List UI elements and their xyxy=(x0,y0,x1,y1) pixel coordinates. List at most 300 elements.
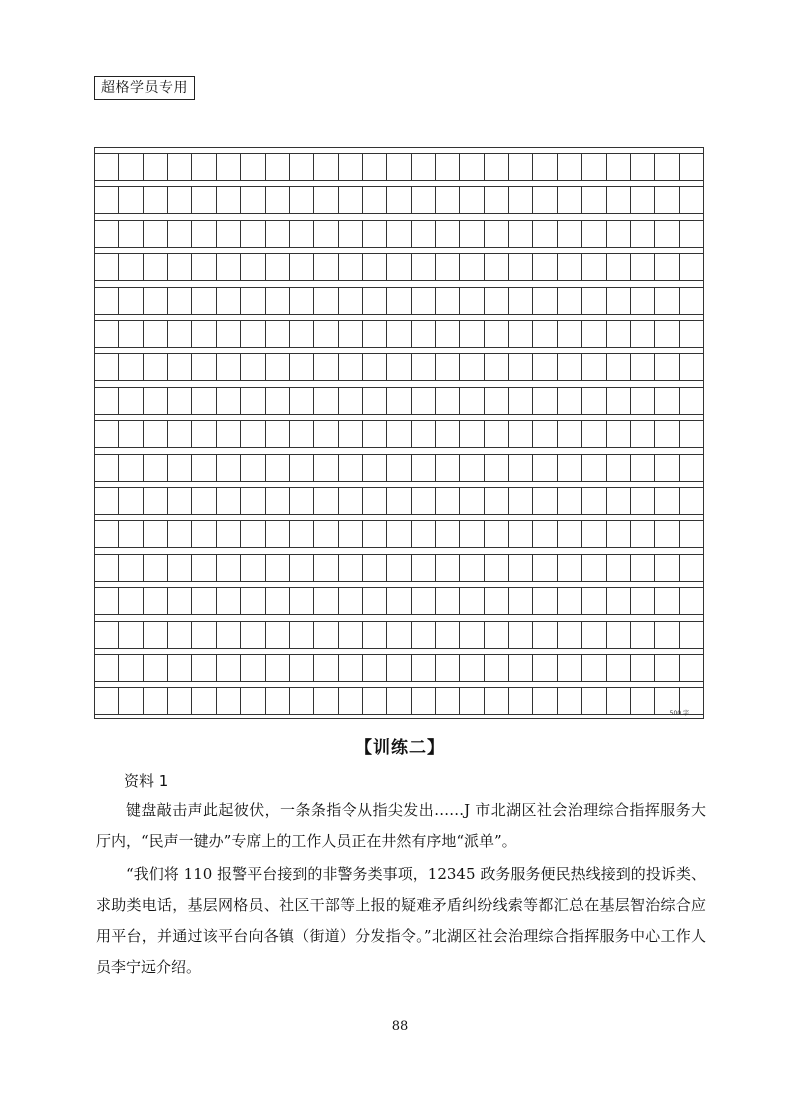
grid-cell xyxy=(631,622,655,648)
grid-cell xyxy=(387,688,411,714)
grid-cell xyxy=(607,421,631,447)
grid-cell xyxy=(387,421,411,447)
grid-cell xyxy=(192,622,216,648)
grid-cell xyxy=(363,455,387,481)
grid-cell xyxy=(119,221,143,247)
grid-cell xyxy=(95,455,119,481)
grid-cell xyxy=(144,655,168,681)
grid-cell xyxy=(217,488,241,514)
grid-cell xyxy=(387,354,411,380)
grid-cell xyxy=(314,622,338,648)
grid-cell xyxy=(509,321,533,347)
grid-cell xyxy=(217,288,241,314)
grid-cell xyxy=(533,688,557,714)
grid-cell xyxy=(241,488,265,514)
grid-cell xyxy=(290,555,314,581)
grid-cell xyxy=(387,187,411,213)
grid-cell xyxy=(192,488,216,514)
grid-cell xyxy=(217,187,241,213)
grid-cell xyxy=(509,221,533,247)
grid-cell xyxy=(290,187,314,213)
grid-cell xyxy=(144,354,168,380)
grid-cell xyxy=(412,622,436,648)
grid-cell xyxy=(192,588,216,614)
paragraph-1: 键盘敲击声此起彼伏，一条条指令从指尖发出……J 市北湖区社会治理综合指挥服务大厅内，“民声一键办”专席上的工作人员正在井然有序地“派单”。 xyxy=(96,801,706,850)
grid-cell xyxy=(95,521,119,547)
grid-cell xyxy=(607,455,631,481)
grid-cell xyxy=(144,154,168,180)
grid-cell xyxy=(266,154,290,180)
grid-cell xyxy=(144,288,168,314)
grid-cell xyxy=(339,154,363,180)
grid-cell xyxy=(412,221,436,247)
grid-cell xyxy=(460,154,484,180)
grid-cell xyxy=(631,288,655,314)
grid-cell xyxy=(436,154,460,180)
grid-cell xyxy=(192,655,216,681)
grid-cell xyxy=(363,688,387,714)
grid-cell xyxy=(339,221,363,247)
grid-cell xyxy=(314,655,338,681)
grid-cell xyxy=(533,288,557,314)
grid-cell xyxy=(509,187,533,213)
grid-cell xyxy=(509,521,533,547)
grid-cell xyxy=(241,354,265,380)
word-count-marker: 500 字 xyxy=(669,710,689,717)
grid-cell xyxy=(436,354,460,380)
grid-cell xyxy=(192,288,216,314)
grid-cell xyxy=(436,221,460,247)
grid-cell xyxy=(558,655,582,681)
grid-cell xyxy=(436,488,460,514)
grid-cell xyxy=(168,154,192,180)
grid-cell xyxy=(558,521,582,547)
grid-cell xyxy=(460,221,484,247)
grid-cell xyxy=(168,455,192,481)
grid-row xyxy=(95,454,703,482)
grid-cell xyxy=(339,288,363,314)
grid-cell xyxy=(412,254,436,280)
grid-cell xyxy=(485,421,509,447)
grid-cell xyxy=(607,555,631,581)
grid-cell xyxy=(266,588,290,614)
grid-cell xyxy=(631,555,655,581)
grid-cell xyxy=(607,288,631,314)
grid-cell xyxy=(119,321,143,347)
grid-cell xyxy=(144,455,168,481)
grid-cell xyxy=(558,421,582,447)
grid-cell xyxy=(168,688,192,714)
grid-cell xyxy=(363,221,387,247)
grid-cell xyxy=(144,221,168,247)
grid-cell xyxy=(533,488,557,514)
grid-cell xyxy=(314,455,338,481)
grid-row xyxy=(95,320,703,348)
grid-cell xyxy=(436,321,460,347)
grid-cell xyxy=(387,388,411,414)
grid-cell xyxy=(533,321,557,347)
grid-cell xyxy=(339,187,363,213)
grid-row xyxy=(95,353,703,381)
grid-cell xyxy=(290,588,314,614)
grid-cell xyxy=(607,187,631,213)
grid-cell xyxy=(363,622,387,648)
grid-cell xyxy=(412,688,436,714)
grid-cell xyxy=(436,655,460,681)
grid-cell xyxy=(485,455,509,481)
grid-cell xyxy=(387,622,411,648)
grid-cell xyxy=(582,521,606,547)
grid-cell xyxy=(192,321,216,347)
grid-cell xyxy=(533,455,557,481)
grid-cell xyxy=(412,588,436,614)
grid-row xyxy=(95,220,703,248)
grid-cell xyxy=(582,588,606,614)
grid-cell xyxy=(363,555,387,581)
grid-cell xyxy=(119,521,143,547)
grid-cell xyxy=(217,421,241,447)
grid-cell xyxy=(119,421,143,447)
grid-cell xyxy=(217,688,241,714)
grid-cell xyxy=(266,421,290,447)
grid-cell xyxy=(192,455,216,481)
grid-cell xyxy=(558,488,582,514)
grid-cell xyxy=(217,455,241,481)
grid-cell xyxy=(95,688,119,714)
grid-cell xyxy=(485,555,509,581)
grid-cell xyxy=(217,354,241,380)
grid-cell xyxy=(509,555,533,581)
grid-cell xyxy=(363,288,387,314)
grid-cell xyxy=(290,254,314,280)
grid-cell xyxy=(168,588,192,614)
grid-cell xyxy=(558,555,582,581)
grid-cell xyxy=(460,388,484,414)
grid-cell xyxy=(607,321,631,347)
grid-cell xyxy=(436,521,460,547)
grid-cell xyxy=(655,388,679,414)
grid-row xyxy=(95,554,703,582)
grid-row xyxy=(95,587,703,615)
grid-cell xyxy=(582,655,606,681)
grid-cell xyxy=(460,588,484,614)
grid-cell xyxy=(168,354,192,380)
grid-cell xyxy=(509,588,533,614)
grid-cell xyxy=(95,488,119,514)
grid-cell xyxy=(266,388,290,414)
grid-cell xyxy=(144,254,168,280)
grid-cell xyxy=(558,321,582,347)
grid-cell xyxy=(168,655,192,681)
grid-cell xyxy=(412,388,436,414)
grid-cell xyxy=(290,521,314,547)
grid-cell xyxy=(412,354,436,380)
grid-cell xyxy=(95,421,119,447)
grid-cell xyxy=(314,588,338,614)
grid-cell xyxy=(485,622,509,648)
grid-cell xyxy=(631,388,655,414)
grid-cell xyxy=(412,321,436,347)
grid-cell xyxy=(558,187,582,213)
grid-cell xyxy=(680,288,703,314)
grid-cell xyxy=(290,421,314,447)
grid-cell xyxy=(192,221,216,247)
grid-cell xyxy=(485,521,509,547)
grid-cell xyxy=(192,421,216,447)
grid-cell xyxy=(241,622,265,648)
grid-row xyxy=(95,621,703,649)
grid-cell xyxy=(533,555,557,581)
grid-cell xyxy=(192,688,216,714)
grid-cell xyxy=(119,455,143,481)
grid-cell xyxy=(436,688,460,714)
grid-cell xyxy=(460,354,484,380)
grid-cell xyxy=(533,421,557,447)
grid-cell xyxy=(680,388,703,414)
grid-cell xyxy=(314,321,338,347)
grid-cell xyxy=(144,555,168,581)
grid-cell xyxy=(266,622,290,648)
grid-cell xyxy=(144,321,168,347)
grid-cell xyxy=(412,421,436,447)
grid-cell xyxy=(582,455,606,481)
grid-cell xyxy=(558,154,582,180)
exclusive-label: 超格学员专用 xyxy=(94,76,195,100)
grid-cell xyxy=(655,421,679,447)
grid-cell xyxy=(168,288,192,314)
grid-cell xyxy=(95,321,119,347)
grid-cell xyxy=(680,588,703,614)
grid-cell xyxy=(558,354,582,380)
grid-cell xyxy=(631,254,655,280)
grid-cell xyxy=(607,521,631,547)
grid-cell xyxy=(533,254,557,280)
grid-cell xyxy=(168,555,192,581)
grid-cell xyxy=(266,455,290,481)
grid-cell xyxy=(558,388,582,414)
grid-cell xyxy=(363,655,387,681)
grid-cell xyxy=(387,655,411,681)
grid-cell xyxy=(582,221,606,247)
grid-cell xyxy=(655,154,679,180)
grid-cell xyxy=(168,421,192,447)
grid-cell xyxy=(509,421,533,447)
grid-cell xyxy=(436,288,460,314)
grid-cell xyxy=(339,488,363,514)
grid-cell xyxy=(680,622,703,648)
grid-cell xyxy=(460,521,484,547)
grid-cell xyxy=(168,388,192,414)
grid-cell xyxy=(95,555,119,581)
grid-cell xyxy=(119,488,143,514)
grid-cell xyxy=(631,221,655,247)
grid-cell xyxy=(168,254,192,280)
grid-cell xyxy=(655,521,679,547)
grid-cell xyxy=(339,254,363,280)
grid-cell xyxy=(582,555,606,581)
grid-cell xyxy=(95,354,119,380)
grid-row xyxy=(95,153,703,181)
grid-cell xyxy=(119,622,143,648)
grid-cell xyxy=(412,521,436,547)
grid-row xyxy=(95,520,703,548)
grid-row xyxy=(95,287,703,315)
grid-cell xyxy=(119,688,143,714)
grid-cell xyxy=(655,321,679,347)
grid-cell xyxy=(363,521,387,547)
grid-cell xyxy=(655,254,679,280)
grid-cell xyxy=(339,354,363,380)
grid-cell xyxy=(339,388,363,414)
grid-cell xyxy=(290,655,314,681)
grid-cell xyxy=(533,354,557,380)
grid-cell xyxy=(533,622,557,648)
grid-cell xyxy=(533,655,557,681)
grid-cell xyxy=(363,354,387,380)
grid-cell xyxy=(168,321,192,347)
grid-cell xyxy=(168,622,192,648)
grid-cell xyxy=(533,154,557,180)
grid-cell xyxy=(387,488,411,514)
grid-cell xyxy=(363,187,387,213)
grid-cell xyxy=(412,288,436,314)
grid-row xyxy=(95,253,703,281)
grid-cell xyxy=(582,187,606,213)
grid-row xyxy=(95,186,703,214)
grid-cell xyxy=(631,455,655,481)
grid-cell xyxy=(266,221,290,247)
grid-cell xyxy=(582,354,606,380)
grid-cell xyxy=(631,154,655,180)
grid-cell xyxy=(314,221,338,247)
grid-cell xyxy=(607,221,631,247)
grid-cell xyxy=(412,655,436,681)
grid-cell xyxy=(655,455,679,481)
grid-cell xyxy=(387,254,411,280)
grid-cell xyxy=(680,187,703,213)
grid-cell xyxy=(266,555,290,581)
grid-cell xyxy=(241,455,265,481)
grid-cell xyxy=(339,521,363,547)
grid-cell xyxy=(290,488,314,514)
page-number: 88 xyxy=(391,1019,409,1034)
grid-cell xyxy=(558,254,582,280)
grid-cell xyxy=(290,321,314,347)
grid-cell xyxy=(631,354,655,380)
grid-cell xyxy=(485,321,509,347)
grid-cell xyxy=(680,521,703,547)
grid-cell xyxy=(607,622,631,648)
grid-cell xyxy=(680,421,703,447)
grid-cell xyxy=(582,254,606,280)
grid-cell xyxy=(339,421,363,447)
grid-cell xyxy=(460,321,484,347)
grid-cell xyxy=(485,288,509,314)
grid-cell xyxy=(339,321,363,347)
grid-cell xyxy=(119,187,143,213)
grid-cell xyxy=(533,588,557,614)
grid-cell xyxy=(217,622,241,648)
grid-cell xyxy=(266,187,290,213)
grid-cell xyxy=(192,388,216,414)
grid-cell xyxy=(509,655,533,681)
grid-cell xyxy=(509,288,533,314)
grid-cell xyxy=(217,655,241,681)
grid-cell xyxy=(509,388,533,414)
grid-cell xyxy=(607,354,631,380)
grid-cell xyxy=(607,388,631,414)
grid-cell xyxy=(363,588,387,614)
grid-cell xyxy=(241,221,265,247)
grid-cell xyxy=(241,254,265,280)
grid-cell xyxy=(485,221,509,247)
grid-cell xyxy=(266,688,290,714)
grid-cell xyxy=(144,388,168,414)
grid-cell xyxy=(95,187,119,213)
grid-cell xyxy=(387,288,411,314)
grid-cell xyxy=(485,488,509,514)
grid-cell xyxy=(144,622,168,648)
grid-cell xyxy=(119,555,143,581)
grid-cell xyxy=(436,187,460,213)
grid-cell xyxy=(192,521,216,547)
grid-cell xyxy=(290,354,314,380)
grid-cell xyxy=(680,154,703,180)
grid-cell xyxy=(460,254,484,280)
grid-cell xyxy=(339,555,363,581)
grid-row xyxy=(95,420,703,448)
grid-cell xyxy=(314,154,338,180)
writing-grid xyxy=(94,147,704,719)
grid-cell xyxy=(436,388,460,414)
grid-cell xyxy=(533,521,557,547)
grid-cell xyxy=(241,187,265,213)
grid-cell xyxy=(582,488,606,514)
grid-cell xyxy=(460,421,484,447)
grid-cell xyxy=(387,221,411,247)
grid-cell xyxy=(241,521,265,547)
grid-cell xyxy=(582,421,606,447)
grid-cell xyxy=(363,254,387,280)
grid-cell xyxy=(144,588,168,614)
grid-cell xyxy=(241,655,265,681)
grid-cell xyxy=(241,321,265,347)
grid-cell xyxy=(680,221,703,247)
grid-cell xyxy=(339,688,363,714)
grid-cell xyxy=(119,254,143,280)
grid-cell xyxy=(680,321,703,347)
grid-cell xyxy=(582,288,606,314)
grid-cell xyxy=(485,354,509,380)
grid-row xyxy=(95,487,703,515)
grid-cell xyxy=(412,154,436,180)
grid-cell xyxy=(217,388,241,414)
grid-cell xyxy=(607,154,631,180)
grid-cell xyxy=(460,688,484,714)
grid-cell xyxy=(314,288,338,314)
grid-cell xyxy=(290,622,314,648)
grid-cell xyxy=(485,588,509,614)
grid-cell xyxy=(95,221,119,247)
grid-cell xyxy=(192,254,216,280)
grid-cell xyxy=(95,154,119,180)
grid-cell xyxy=(168,521,192,547)
grid-cell xyxy=(412,455,436,481)
grid-cell xyxy=(217,555,241,581)
grid-cell xyxy=(558,455,582,481)
grid-cell xyxy=(655,488,679,514)
grid-cell xyxy=(485,388,509,414)
